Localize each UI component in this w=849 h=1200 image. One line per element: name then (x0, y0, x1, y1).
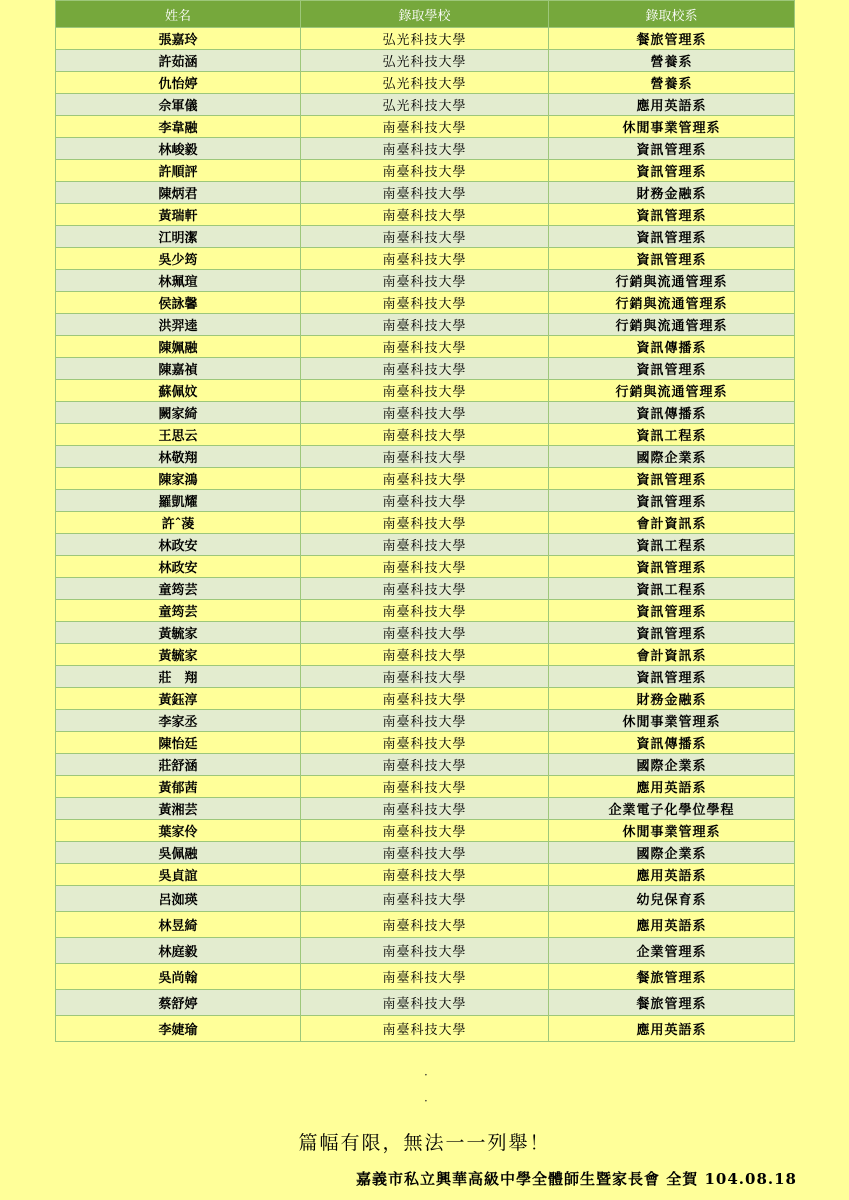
table-row (56, 72, 795, 94)
admitted-department: 資訊管理系 (549, 204, 795, 226)
admitted-department: 行銷與流通管理系 (549, 270, 795, 292)
student-name: 陳家鴻 (56, 468, 301, 490)
student-name: 黃郁茜 (56, 776, 301, 798)
admitted-department: 資訊工程系 (549, 424, 795, 446)
admitted-school: 南臺科技大學 (301, 534, 549, 556)
student-name: 闕家綺 (56, 402, 301, 424)
admitted-school: 南臺科技大學 (301, 424, 549, 446)
student-name: 蘇佩妏 (56, 380, 301, 402)
admission-list (55, 0, 794, 1042)
table-row (56, 842, 795, 864)
student-name: 許ˆ蓤 (56, 512, 301, 534)
admitted-school: 南臺科技大學 (301, 732, 549, 754)
ellipsis-dot: · (424, 1094, 428, 1108)
student-name: 王思云 (56, 424, 301, 446)
student-name: 李婕瑜 (56, 1016, 301, 1042)
admitted-department: 資訊傳播系 (549, 402, 795, 424)
admitted-department: 資訊工程系 (549, 534, 795, 556)
table-row (56, 336, 795, 358)
table-row (56, 116, 795, 138)
student-name: 呂洳瑛 (56, 886, 301, 912)
table-body (56, 28, 795, 1042)
admitted-department: 餐旅管理系 (549, 28, 795, 50)
ellipsis-dot: · (424, 1068, 428, 1082)
admitted-department: 應用英語系 (549, 1016, 795, 1042)
table-row (56, 424, 795, 446)
admitted-school: 南臺科技大學 (301, 886, 549, 912)
admitted-school: 南臺科技大學 (301, 938, 549, 964)
admitted-school: 南臺科技大學 (301, 798, 549, 820)
table-row (56, 864, 795, 886)
student-name: 李家丞 (56, 710, 301, 732)
table-row (56, 886, 795, 912)
admitted-school: 南臺科技大學 (301, 990, 549, 1016)
student-name: 吳佩融 (56, 842, 301, 864)
admitted-school: 南臺科技大學 (301, 578, 549, 600)
admitted-school: 南臺科技大學 (301, 358, 549, 380)
table-row (56, 990, 795, 1016)
student-name: 蔡舒婷 (56, 990, 301, 1016)
student-name: 林珮瑄 (56, 270, 301, 292)
table-row (56, 138, 795, 160)
admitted-department: 國際企業系 (549, 446, 795, 468)
student-name: 林政安 (56, 534, 301, 556)
table-row (56, 314, 795, 336)
admitted-school: 南臺科技大學 (301, 754, 549, 776)
admitted-department: 財務金融系 (549, 182, 795, 204)
student-name: 黃湘芸 (56, 798, 301, 820)
admitted-school: 南臺科技大學 (301, 160, 549, 182)
admitted-department: 休閒事業管理系 (549, 820, 795, 842)
table-row (56, 600, 795, 622)
header-name: 姓名 (56, 1, 301, 28)
admitted-school: 弘光科技大學 (301, 72, 549, 94)
admitted-department: 應用英語系 (549, 776, 795, 798)
table-row (56, 938, 795, 964)
student-name: 陳嘉禎 (56, 358, 301, 380)
admitted-school: 南臺科技大學 (301, 490, 549, 512)
student-name: 陳怡廷 (56, 732, 301, 754)
student-name: 許順評 (56, 160, 301, 182)
table-row (56, 688, 795, 710)
student-name: 李韋融 (56, 116, 301, 138)
admitted-department: 資訊傳播系 (549, 336, 795, 358)
admitted-department: 行銷與流通管理系 (549, 380, 795, 402)
admitted-department: 營養系 (549, 50, 795, 72)
table-row (56, 358, 795, 380)
admitted-school: 南臺科技大學 (301, 556, 549, 578)
admitted-school: 南臺科技大學 (301, 446, 549, 468)
table-row (56, 964, 795, 990)
admitted-department: 幼兒保育系 (549, 886, 795, 912)
student-name: 黃毓家 (56, 644, 301, 666)
admitted-school: 南臺科技大學 (301, 138, 549, 160)
admission-table (55, 0, 795, 1042)
admitted-school: 南臺科技大學 (301, 600, 549, 622)
student-name: 林政安 (56, 556, 301, 578)
table-row (56, 94, 795, 116)
table-row (56, 556, 795, 578)
student-name: 張嘉玲 (56, 28, 301, 50)
admitted-school: 南臺科技大學 (301, 512, 549, 534)
admitted-school: 南臺科技大學 (301, 402, 549, 424)
admitted-department: 應用英語系 (549, 864, 795, 886)
space-limited-note: 篇幅有限，無法一一列舉！ (298, 1132, 551, 1154)
table-row (56, 622, 795, 644)
admitted-school: 南臺科技大學 (301, 688, 549, 710)
table-row (56, 28, 795, 50)
admitted-department: 資訊管理系 (549, 160, 795, 182)
admitted-school: 南臺科技大學 (301, 644, 549, 666)
table-row (56, 248, 795, 270)
admitted-department: 會計資訊系 (549, 512, 795, 534)
admitted-department: 行銷與流通管理系 (549, 292, 795, 314)
admitted-department: 國際企業系 (549, 842, 795, 864)
table-row (56, 402, 795, 424)
admitted-department: 企業管理系 (549, 938, 795, 964)
admitted-school: 南臺科技大學 (301, 1016, 549, 1042)
student-name: 侯詠馨 (56, 292, 301, 314)
student-name: 江明潔 (56, 226, 301, 248)
student-name: 許茹涵 (56, 50, 301, 72)
table-row (56, 710, 795, 732)
admitted-department: 資訊管理系 (549, 358, 795, 380)
admitted-school: 南臺科技大學 (301, 380, 549, 402)
admitted-department: 資訊管理系 (549, 556, 795, 578)
table-row (56, 204, 795, 226)
table-row (56, 754, 795, 776)
admitted-school: 南臺科技大學 (301, 116, 549, 138)
table-row (56, 512, 795, 534)
admitted-department: 資訊管理系 (549, 622, 795, 644)
admitted-department: 資訊工程系 (549, 578, 795, 600)
admitted-department: 營養系 (549, 72, 795, 94)
table-row (56, 468, 795, 490)
admitted-school: 南臺科技大學 (301, 336, 549, 358)
student-name: 童筠芸 (56, 600, 301, 622)
admitted-school: 南臺科技大學 (301, 864, 549, 886)
student-name: 林昱綺 (56, 912, 301, 938)
admitted-school: 南臺科技大學 (301, 468, 549, 490)
student-name: 葉家伶 (56, 820, 301, 842)
admitted-department: 會計資訊系 (549, 644, 795, 666)
admitted-department: 資訊管理系 (549, 600, 795, 622)
admitted-department: 餐旅管理系 (549, 990, 795, 1016)
student-name: 黃鈺淳 (56, 688, 301, 710)
admitted-school: 南臺科技大學 (301, 204, 549, 226)
table-row (56, 160, 795, 182)
admitted-school: 弘光科技大學 (301, 94, 549, 116)
admitted-school: 南臺科技大學 (301, 820, 549, 842)
admitted-school: 南臺科技大學 (301, 912, 549, 938)
admitted-department: 資訊管理系 (549, 490, 795, 512)
student-name: 黃瑞軒 (56, 204, 301, 226)
student-name: 黃毓家 (56, 622, 301, 644)
table-row (56, 578, 795, 600)
student-name: 莊 翔 (56, 666, 301, 688)
admitted-department: 應用英語系 (549, 94, 795, 116)
student-name: 林峻毅 (56, 138, 301, 160)
student-name: 洪羿逵 (56, 314, 301, 336)
table-row (56, 490, 795, 512)
student-name: 羅凱耀 (56, 490, 301, 512)
admitted-school: 南臺科技大學 (301, 666, 549, 688)
admitted-department: 餐旅管理系 (549, 964, 795, 990)
table-row (56, 666, 795, 688)
table-row (56, 1016, 795, 1042)
student-name: 吳貞誼 (56, 864, 301, 886)
admitted-department: 應用英語系 (549, 912, 795, 938)
congratulations-footer: 嘉義市私立興華高級中學全體師生暨家長會 全賀 104.08.18 (356, 1170, 797, 1188)
admitted-department: 資訊管理系 (549, 248, 795, 270)
admitted-school: 弘光科技大學 (301, 28, 549, 50)
student-name: 林敬翔 (56, 446, 301, 468)
table-row (56, 226, 795, 248)
admitted-department: 資訊管理系 (549, 468, 795, 490)
student-name: 林庭毅 (56, 938, 301, 964)
table-row (56, 50, 795, 72)
admitted-school: 南臺科技大學 (301, 964, 549, 990)
student-name: 吳少筠 (56, 248, 301, 270)
table-row (56, 912, 795, 938)
admitted-school: 南臺科技大學 (301, 182, 549, 204)
admitted-school: 南臺科技大學 (301, 622, 549, 644)
admitted-department: 休閒事業管理系 (549, 710, 795, 732)
admitted-department: 資訊管理系 (549, 666, 795, 688)
table-row (56, 644, 795, 666)
header-school: 錄取學校 (301, 1, 549, 28)
table-row (56, 798, 795, 820)
admitted-school: 南臺科技大學 (301, 226, 549, 248)
student-name: 莊舒涵 (56, 754, 301, 776)
admitted-department: 資訊管理系 (549, 138, 795, 160)
table-row (56, 292, 795, 314)
admitted-school: 南臺科技大學 (301, 248, 549, 270)
student-name: 仇怡婷 (56, 72, 301, 94)
student-name: 童筠芸 (56, 578, 301, 600)
admitted-school: 南臺科技大學 (301, 710, 549, 732)
table-header-row (56, 1, 795, 28)
admitted-school: 南臺科技大學 (301, 314, 549, 336)
admitted-department: 財務金融系 (549, 688, 795, 710)
table-row (56, 270, 795, 292)
admitted-school: 南臺科技大學 (301, 292, 549, 314)
student-name: 佘軍儀 (56, 94, 301, 116)
admitted-department: 國際企業系 (549, 754, 795, 776)
admitted-department: 資訊傳播系 (549, 732, 795, 754)
admitted-school: 南臺科技大學 (301, 776, 549, 798)
admitted-school: 弘光科技大學 (301, 50, 549, 72)
table-row (56, 820, 795, 842)
table-row (56, 534, 795, 556)
table-row (56, 776, 795, 798)
admitted-department: 企業電子化學位學程 (549, 798, 795, 820)
admitted-school: 南臺科技大學 (301, 270, 549, 292)
header-department: 錄取校系 (549, 1, 795, 28)
student-name: 陳炳君 (56, 182, 301, 204)
table-row (56, 732, 795, 754)
table-row (56, 446, 795, 468)
admitted-department: 行銷與流通管理系 (549, 314, 795, 336)
table-row (56, 380, 795, 402)
student-name: 吳尚翰 (56, 964, 301, 990)
admitted-department: 資訊管理系 (549, 226, 795, 248)
admitted-school: 南臺科技大學 (301, 842, 549, 864)
admitted-department: 休閒事業管理系 (549, 116, 795, 138)
table-row (56, 182, 795, 204)
student-name: 陳姵融 (56, 336, 301, 358)
